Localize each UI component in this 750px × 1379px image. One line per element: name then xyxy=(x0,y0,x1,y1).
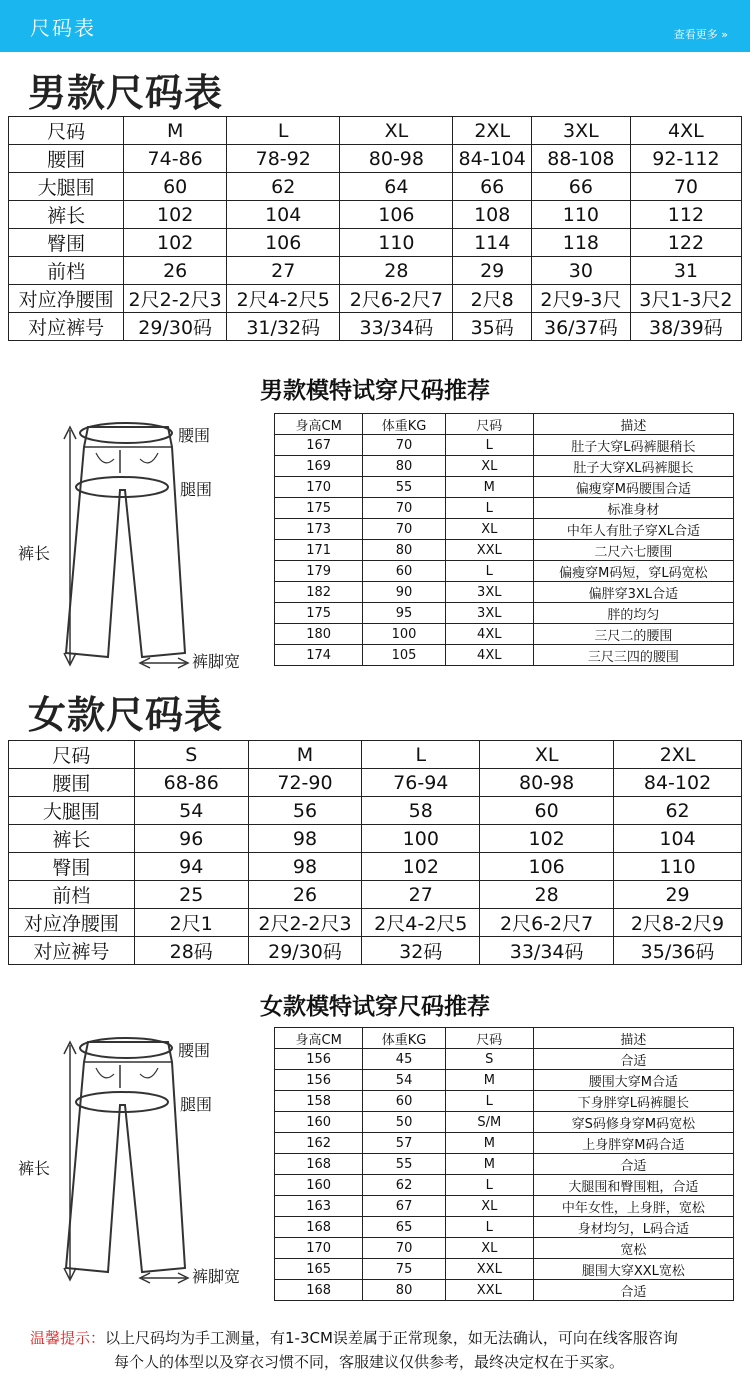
table-cell: 80 xyxy=(363,1280,445,1301)
table-cell: 96 xyxy=(134,825,248,853)
table-cell: 肚子大穿L码裤腿稍长 xyxy=(533,435,733,456)
table-cell: L xyxy=(445,1175,533,1196)
header-cell: 尺码 xyxy=(9,117,124,145)
table-cell: 156 xyxy=(275,1070,363,1091)
table-cell: 对应净腰围 xyxy=(9,909,135,937)
table-cell: 102 xyxy=(480,825,614,853)
table-cell: 2尺4-2尺5 xyxy=(362,909,480,937)
header-cell: 描述 xyxy=(533,1028,733,1049)
women-recommend-table xyxy=(274,1027,734,1301)
table-cell: 112 xyxy=(630,201,741,229)
table-row xyxy=(9,201,742,229)
table-cell: 156 xyxy=(275,1049,363,1070)
table-cell: 4XL xyxy=(445,624,533,645)
table-cell: 102 xyxy=(362,853,480,881)
table-cell: 三尺三四的腰围 xyxy=(533,645,733,666)
table-cell: 106 xyxy=(227,229,340,257)
table-header-row xyxy=(275,414,734,435)
table-cell: 2尺2-2尺3 xyxy=(248,909,362,937)
header-cell: 尺码 xyxy=(445,414,533,435)
table-cell: 62 xyxy=(227,173,340,201)
header-cell: 描述 xyxy=(533,414,733,435)
table-cell: 28 xyxy=(340,257,453,285)
table-cell: 裤长 xyxy=(9,825,135,853)
women-pants-diagram xyxy=(0,1010,270,1300)
table-cell: 前档 xyxy=(9,257,124,285)
table-cell: 175 xyxy=(275,603,363,624)
table-cell: 114 xyxy=(453,229,531,257)
men-recommend-title: 男款模特试穿尺码推荐 xyxy=(260,378,490,404)
table-cell: 2尺6-2尺7 xyxy=(340,285,453,313)
table-row xyxy=(275,1196,734,1217)
table-cell: M xyxy=(445,1070,533,1091)
table-cell: 168 xyxy=(275,1154,363,1175)
table-cell: 3尺1-3尺2 xyxy=(630,285,741,313)
table-cell: S/M xyxy=(445,1112,533,1133)
table-cell: 38/39码 xyxy=(630,313,741,341)
table-cell: 55 xyxy=(363,477,445,498)
header-cell: XL xyxy=(340,117,453,145)
table-cell: XL xyxy=(445,456,533,477)
table-cell: XXL xyxy=(445,540,533,561)
table-cell: 上身胖穿M码合适 xyxy=(533,1133,733,1154)
table-cell: 中年人有肚子穿XL合适 xyxy=(533,519,733,540)
table-cell: 76-94 xyxy=(362,769,480,797)
table-cell: 合适 xyxy=(533,1154,733,1175)
men-size-title: 男款尺码表 xyxy=(28,71,224,115)
table-row xyxy=(9,825,742,853)
table-cell: L xyxy=(445,1091,533,1112)
table-cell: 168 xyxy=(275,1217,363,1238)
table-cell: 95 xyxy=(363,603,445,624)
table-cell: 50 xyxy=(363,1112,445,1133)
table-cell: 104 xyxy=(614,825,742,853)
table-cell: 2尺2-2尺3 xyxy=(124,285,227,313)
men-recommend-table xyxy=(274,413,734,666)
table-row xyxy=(9,881,742,909)
table-cell: 74-86 xyxy=(124,145,227,173)
table-cell: L xyxy=(445,1217,533,1238)
women-size-title: 女款尺码表 xyxy=(28,693,224,737)
table-row xyxy=(275,477,734,498)
table-header-row xyxy=(9,117,742,145)
table-cell: 3XL xyxy=(445,582,533,603)
table-cell: XXL xyxy=(445,1259,533,1280)
table-cell: 下身胖穿L码裤腿长 xyxy=(533,1091,733,1112)
table-cell: M xyxy=(445,1133,533,1154)
table-cell: 94 xyxy=(134,853,248,881)
table-row xyxy=(275,645,734,666)
table-cell: 80 xyxy=(363,456,445,477)
table-row xyxy=(275,1217,734,1238)
table-cell: 70 xyxy=(363,519,445,540)
table-cell: 158 xyxy=(275,1091,363,1112)
view-more-link[interactable]: 查看更多 » xyxy=(673,28,728,41)
table-cell: 腰围 xyxy=(9,769,135,797)
table-row xyxy=(275,456,734,477)
header-cell: M xyxy=(248,741,362,769)
table-cell: 2尺8-2尺9 xyxy=(614,909,742,937)
table-cell: 162 xyxy=(275,1133,363,1154)
table-cell: 62 xyxy=(363,1175,445,1196)
table-cell: 88-108 xyxy=(531,145,630,173)
tips-label: 温馨提示： xyxy=(30,1329,106,1347)
table-cell: 2尺9-3尺 xyxy=(531,285,630,313)
table-cell: M xyxy=(445,477,533,498)
table-row xyxy=(9,937,742,965)
table-row xyxy=(9,173,742,201)
table-cell: 110 xyxy=(340,229,453,257)
table-row xyxy=(9,285,742,313)
table-cell: XXL xyxy=(445,1280,533,1301)
table-cell: 110 xyxy=(531,201,630,229)
table-row xyxy=(275,1091,734,1112)
table-row xyxy=(275,624,734,645)
table-cell: 70 xyxy=(363,1238,445,1259)
table-cell: 169 xyxy=(275,456,363,477)
table-cell: 偏胖穿3XL合适 xyxy=(533,582,733,603)
header-cell: 尺码 xyxy=(445,1028,533,1049)
table-cell: 65 xyxy=(363,1217,445,1238)
table-cell: 168 xyxy=(275,1280,363,1301)
table-row xyxy=(275,1133,734,1154)
table-cell: 105 xyxy=(363,645,445,666)
header-cell: 4XL xyxy=(630,117,741,145)
table-cell: 大腿围 xyxy=(9,797,135,825)
table-cell: 3XL xyxy=(445,603,533,624)
table-cell: 70 xyxy=(363,498,445,519)
table-cell: 29/30码 xyxy=(124,313,227,341)
table-cell: 腰围 xyxy=(9,145,124,173)
table-cell: 54 xyxy=(363,1070,445,1091)
table-cell: 175 xyxy=(275,498,363,519)
table-cell: 2尺8 xyxy=(453,285,531,313)
table-cell: 80 xyxy=(363,540,445,561)
table-cell: 27 xyxy=(362,881,480,909)
header-cell: 2XL xyxy=(614,741,742,769)
table-cell: 57 xyxy=(363,1133,445,1154)
table-row xyxy=(9,797,742,825)
table-cell: 28 xyxy=(480,881,614,909)
table-cell: 84-104 xyxy=(453,145,531,173)
table-cell: 中年女性，上身胖，宽松 xyxy=(533,1196,733,1217)
table-cell: 170 xyxy=(275,477,363,498)
table-cell: 106 xyxy=(480,853,614,881)
table-cell: M xyxy=(445,1154,533,1175)
table-cell: 偏瘦穿M码短，穿L码宽松 xyxy=(533,561,733,582)
table-cell: 78-92 xyxy=(227,145,340,173)
table-cell: 29 xyxy=(614,881,742,909)
table-row xyxy=(275,1280,734,1301)
table-cell: 54 xyxy=(134,797,248,825)
table-cell: 33/34码 xyxy=(340,313,453,341)
length-label: 裤长 xyxy=(18,544,51,563)
table-row xyxy=(275,498,734,519)
table-cell: 4XL xyxy=(445,645,533,666)
table-cell: 合适 xyxy=(533,1280,733,1301)
table-cell: L xyxy=(445,498,533,519)
table-row xyxy=(275,540,734,561)
table-cell: 75 xyxy=(363,1259,445,1280)
tips-line-1: 以上尺码均为手工测量，有1-3CM误差属于正常现象，如无法确认，可向在线客服咨询 xyxy=(105,1329,678,1347)
table-row xyxy=(9,229,742,257)
table-cell: 60 xyxy=(363,1091,445,1112)
header-cell: 体重KG xyxy=(363,1028,445,1049)
table-row xyxy=(275,1238,734,1259)
table-cell: 180 xyxy=(275,624,363,645)
table-cell: 160 xyxy=(275,1175,363,1196)
table-cell: 165 xyxy=(275,1259,363,1280)
table-cell: 肚子大穿XL码裤腿长 xyxy=(533,456,733,477)
tips-note xyxy=(30,1326,740,1374)
header-cell: L xyxy=(362,741,480,769)
table-cell: 100 xyxy=(362,825,480,853)
table-row xyxy=(9,313,742,341)
hem-label: 裤脚宽 xyxy=(192,652,241,671)
pants-illustration xyxy=(0,395,270,685)
header-cell: 身高CM xyxy=(275,414,363,435)
table-row xyxy=(9,257,742,285)
table-cell: 64 xyxy=(340,173,453,201)
table-cell: 大腿围 xyxy=(9,173,124,201)
table-cell: 31/32码 xyxy=(227,313,340,341)
table-cell: 身材均匀，L码合适 xyxy=(533,1217,733,1238)
table-cell: 臀围 xyxy=(9,229,124,257)
table-cell: S xyxy=(445,1049,533,1070)
table-cell: 前档 xyxy=(9,881,135,909)
table-cell: 腰围大穿M合适 xyxy=(533,1070,733,1091)
table-cell: 2尺6-2尺7 xyxy=(480,909,614,937)
table-row xyxy=(275,435,734,456)
table-cell: 179 xyxy=(275,561,363,582)
table-cell: 2尺1 xyxy=(134,909,248,937)
tips-line-2: 每个人的体型以及穿衣习惯不同，客服建议仅供参考，最终决定权在于买家。 xyxy=(114,1353,625,1371)
table-cell: 对应裤号 xyxy=(9,313,124,341)
waist-label: 腰围 xyxy=(178,426,211,445)
header-cell: 身高CM xyxy=(275,1028,363,1049)
table-row xyxy=(9,853,742,881)
waist-label: 腰围 xyxy=(178,1041,211,1060)
table-cell: 167 xyxy=(275,435,363,456)
table-cell: 102 xyxy=(124,229,227,257)
table-cell: 56 xyxy=(248,797,362,825)
table-row xyxy=(275,1112,734,1133)
table-cell: 122 xyxy=(630,229,741,257)
table-cell: 36/37码 xyxy=(531,313,630,341)
table-cell: 58 xyxy=(362,797,480,825)
header-cell: 体重KG xyxy=(363,414,445,435)
hem-label: 裤脚宽 xyxy=(192,1267,241,1286)
table-cell: 标准身材 xyxy=(533,498,733,519)
table-cell: 26 xyxy=(124,257,227,285)
table-cell: 98 xyxy=(248,825,362,853)
table-cell: 66 xyxy=(531,173,630,201)
table-cell: 100 xyxy=(363,624,445,645)
pants-illustration xyxy=(0,1010,270,1300)
table-cell: 31 xyxy=(630,257,741,285)
thigh-label: 腿围 xyxy=(180,480,213,499)
table-cell: 84-102 xyxy=(614,769,742,797)
table-cell: 118 xyxy=(531,229,630,257)
men-size-table xyxy=(8,116,742,341)
header-cell: XL xyxy=(480,741,614,769)
table-row xyxy=(275,1259,734,1280)
table-cell: 合适 xyxy=(533,1049,733,1070)
table-cell: 29 xyxy=(453,257,531,285)
table-cell: 55 xyxy=(363,1154,445,1175)
table-cell: 二尺六七腰围 xyxy=(533,540,733,561)
table-cell: 102 xyxy=(124,201,227,229)
table-cell: 80-98 xyxy=(340,145,453,173)
table-row xyxy=(275,1049,734,1070)
table-cell: L xyxy=(445,561,533,582)
table-row xyxy=(9,909,742,937)
table-cell: 70 xyxy=(363,435,445,456)
table-cell: 60 xyxy=(480,797,614,825)
table-row xyxy=(9,769,742,797)
table-header-row xyxy=(9,741,742,769)
table-cell: 裤长 xyxy=(9,201,124,229)
table-cell: 26 xyxy=(248,881,362,909)
table-row xyxy=(275,603,734,624)
table-cell: 35/36码 xyxy=(614,937,742,965)
table-cell: XL xyxy=(445,519,533,540)
table-cell: 110 xyxy=(614,853,742,881)
table-cell: 70 xyxy=(630,173,741,201)
table-cell: 对应净腰围 xyxy=(9,285,124,313)
table-cell: 104 xyxy=(227,201,340,229)
table-cell: 2尺4-2尺5 xyxy=(227,285,340,313)
table-cell: 182 xyxy=(275,582,363,603)
table-cell: 32码 xyxy=(362,937,480,965)
thigh-label: 腿围 xyxy=(180,1095,213,1114)
header-cell: L xyxy=(227,117,340,145)
table-row xyxy=(275,1154,734,1175)
table-cell: 60 xyxy=(363,561,445,582)
header-cell: 2XL xyxy=(453,117,531,145)
table-cell: 对应裤号 xyxy=(9,937,135,965)
table-cell: 80-98 xyxy=(480,769,614,797)
table-cell: 三尺二的腰围 xyxy=(533,624,733,645)
table-cell: XL xyxy=(445,1238,533,1259)
table-cell: 92-112 xyxy=(630,145,741,173)
table-cell: 胖的均匀 xyxy=(533,603,733,624)
table-row xyxy=(275,519,734,540)
length-label: 裤长 xyxy=(18,1159,51,1178)
table-cell: 35码 xyxy=(453,313,531,341)
table-row xyxy=(275,582,734,603)
header-cell: 尺码 xyxy=(9,741,135,769)
table-cell: 160 xyxy=(275,1112,363,1133)
table-cell: 27 xyxy=(227,257,340,285)
table-cell: 67 xyxy=(363,1196,445,1217)
table-cell: 臀围 xyxy=(9,853,135,881)
header-cell: M xyxy=(124,117,227,145)
header-cell: 3XL xyxy=(531,117,630,145)
table-cell: 174 xyxy=(275,645,363,666)
table-row xyxy=(275,561,734,582)
table-cell: 45 xyxy=(363,1049,445,1070)
table-cell: XL xyxy=(445,1196,533,1217)
table-cell: 大腿围和臀围粗，合适 xyxy=(533,1175,733,1196)
table-cell: 68-86 xyxy=(134,769,248,797)
header-title: 尺码表 xyxy=(30,16,96,40)
table-cell: 108 xyxy=(453,201,531,229)
table-cell: 173 xyxy=(275,519,363,540)
women-size-table xyxy=(8,740,742,965)
table-cell: 170 xyxy=(275,1238,363,1259)
table-cell: 腿围大穿XXL宽松 xyxy=(533,1259,733,1280)
table-cell: 62 xyxy=(614,797,742,825)
table-cell: 98 xyxy=(248,853,362,881)
men-pants-diagram xyxy=(0,395,270,685)
table-cell: 66 xyxy=(453,173,531,201)
table-row xyxy=(275,1070,734,1091)
table-row xyxy=(275,1175,734,1196)
table-cell: 60 xyxy=(124,173,227,201)
table-cell: 25 xyxy=(134,881,248,909)
table-header-row xyxy=(275,1028,734,1049)
table-cell: 28码 xyxy=(134,937,248,965)
header-bar xyxy=(0,0,750,52)
women-recommend-title: 女款模特试穿尺码推荐 xyxy=(260,994,490,1020)
table-cell: 偏瘦穿M码腰围合适 xyxy=(533,477,733,498)
table-row xyxy=(9,145,742,173)
table-cell: 163 xyxy=(275,1196,363,1217)
table-cell: 72-90 xyxy=(248,769,362,797)
table-cell: 穿S码修身穿M码宽松 xyxy=(533,1112,733,1133)
table-cell: 宽松 xyxy=(533,1238,733,1259)
table-cell: 90 xyxy=(363,582,445,603)
table-cell: 171 xyxy=(275,540,363,561)
header-cell: S xyxy=(134,741,248,769)
table-cell: 30 xyxy=(531,257,630,285)
table-cell: 106 xyxy=(340,201,453,229)
table-cell: L xyxy=(445,435,533,456)
table-cell: 29/30码 xyxy=(248,937,362,965)
table-cell: 33/34码 xyxy=(480,937,614,965)
